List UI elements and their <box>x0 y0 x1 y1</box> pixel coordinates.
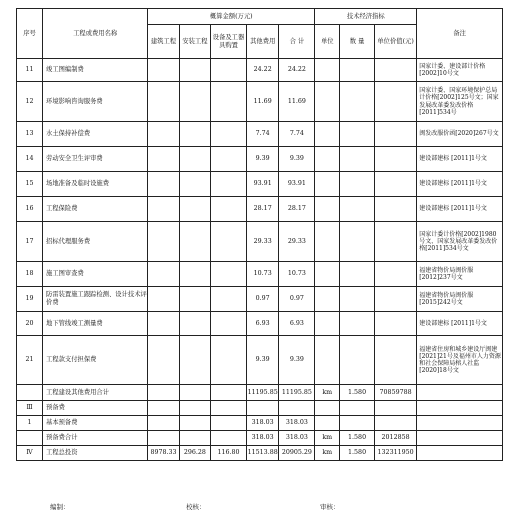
cell-equipment <box>211 147 247 172</box>
table-row <box>17 147 503 172</box>
cell-unit-value <box>374 122 416 147</box>
cell-unit <box>315 287 340 312</box>
cell-qty <box>340 401 375 416</box>
cell-total: 7.74 <box>279 122 315 147</box>
cell-total: 28.17 <box>279 197 315 222</box>
cell-equipment <box>211 312 247 336</box>
cell-unit-value <box>374 416 416 431</box>
table-row <box>17 446 503 461</box>
header-name: 工程或费用名称 <box>43 9 148 59</box>
cell-construction <box>148 222 179 262</box>
cell-other: 318.03 <box>246 416 279 431</box>
table-row <box>17 416 503 431</box>
cell-construction <box>148 82 179 122</box>
cell-seq: 16 <box>17 197 43 222</box>
cell-name: 场地准备及临时设施费 <box>43 172 148 197</box>
cell-unit <box>315 312 340 336</box>
cell-unit <box>315 197 340 222</box>
header-estimate: 概算金额(万元) <box>148 9 315 25</box>
cell-unit-value <box>374 197 416 222</box>
cell-seq: 19 <box>17 287 43 312</box>
cell-install <box>179 82 210 122</box>
table-row <box>17 385 503 401</box>
cell-unit-value <box>374 401 416 416</box>
cell-other: 29.33 <box>246 222 279 262</box>
cell-total: 9.39 <box>279 147 315 172</box>
cell-equipment <box>211 262 247 287</box>
cell-total: 318.03 <box>279 416 315 431</box>
cell-qty: 1.580 <box>340 385 375 401</box>
cell-install <box>179 122 210 147</box>
cell-seq <box>17 385 43 401</box>
cell-remark: 建设部建标 [2011]1号文 <box>417 197 503 222</box>
cell-qty: 1.580 <box>340 446 375 461</box>
cell-seq: 18 <box>17 262 43 287</box>
cell-other: 0.97 <box>246 287 279 312</box>
cell-install <box>179 262 210 287</box>
cell-total: 318.03 <box>279 431 315 446</box>
cell-other: 7.74 <box>246 122 279 147</box>
cell-unit: km <box>315 385 340 401</box>
cell-construction <box>148 59 179 82</box>
cell-total: 11.69 <box>279 82 315 122</box>
cell-qty <box>340 336 375 385</box>
cell-total <box>279 401 315 416</box>
cell-equipment <box>211 401 247 416</box>
cell-qty: 1.580 <box>340 431 375 446</box>
cell-remark: 闽发改服价函[2020]267号文 <box>417 122 503 147</box>
cell-equipment: 116.80 <box>211 446 247 461</box>
checker-label: 校核： <box>186 503 206 511</box>
cell-unit <box>315 59 340 82</box>
cell-install <box>179 147 210 172</box>
cell-equipment <box>211 416 247 431</box>
cell-unit-value <box>374 312 416 336</box>
cell-construction <box>148 262 179 287</box>
cell-unit: km <box>315 446 340 461</box>
cell-unit <box>315 172 340 197</box>
header-remark: 备注 <box>417 9 503 59</box>
cell-install <box>179 401 210 416</box>
cell-total: 93.91 <box>279 172 315 197</box>
cell-qty <box>340 197 375 222</box>
cell-equipment <box>211 82 247 122</box>
cell-name: 防雷装置施工跟踪检测、设计技术评价费 <box>43 287 148 312</box>
cell-unit <box>315 416 340 431</box>
cell-unit-value <box>374 59 416 82</box>
table-body <box>17 59 503 461</box>
cell-construction <box>148 172 179 197</box>
cell-qty <box>340 262 375 287</box>
cell-install <box>179 416 210 431</box>
cell-other <box>246 401 279 416</box>
cell-total: 24.22 <box>279 59 315 82</box>
cell-remark: 福建省物价局闽价服[2012]237号文 <box>417 262 503 287</box>
header-other-fee: 其他费用 <box>246 25 279 59</box>
cell-total: 6.93 <box>279 312 315 336</box>
cell-remark: 建设部建标 [2011]1号文 <box>417 312 503 336</box>
cell-remark <box>417 385 503 401</box>
cell-other: 9.39 <box>246 336 279 385</box>
cell-other: 10.73 <box>246 262 279 287</box>
cell-qty <box>340 416 375 431</box>
cell-install <box>179 287 210 312</box>
cell-qty <box>340 222 375 262</box>
cell-unit-value <box>374 287 416 312</box>
cell-equipment <box>211 172 247 197</box>
cell-unit <box>315 262 340 287</box>
cell-name: 施工图审查费 <box>43 262 148 287</box>
table-row <box>17 312 503 336</box>
signature-footer <box>16 502 503 514</box>
cell-construction <box>148 122 179 147</box>
cell-equipment <box>211 336 247 385</box>
compiler-label: 编制： <box>50 503 70 511</box>
cell-unit-value <box>374 222 416 262</box>
cell-name: 地下管线竣工测量费 <box>43 312 148 336</box>
cell-remark: 建设部建标 [2011]1号文 <box>417 172 503 197</box>
cell-construction <box>148 147 179 172</box>
table-row <box>17 336 503 385</box>
cell-remark <box>417 446 503 461</box>
cell-other: 318.03 <box>246 431 279 446</box>
cell-remark: 福建省住房和城乡建设厅闽建[2021]21号及福州市人力资源和社会保障局榕人社监[2020]18号文 <box>417 336 503 385</box>
cell-remark: 福建省物价局闽价服[2015]242号文 <box>417 287 503 312</box>
cell-install: 296.28 <box>179 446 210 461</box>
cell-seq: Ⅳ <box>17 446 43 461</box>
cell-other: 9.39 <box>246 147 279 172</box>
cell-construction <box>148 401 179 416</box>
cell-seq: 14 <box>17 147 43 172</box>
cell-seq: Ⅲ <box>17 401 43 416</box>
cell-unit-value: 2012858 <box>374 431 416 446</box>
cell-unit: km <box>315 431 340 446</box>
cell-equipment <box>211 431 247 446</box>
reviewer-label: 审核： <box>320 503 340 511</box>
cell-unit <box>315 122 340 147</box>
table-row <box>17 197 503 222</box>
cell-total: 20905.29 <box>279 446 315 461</box>
cell-total: 0.97 <box>279 287 315 312</box>
cell-name: 环境影响咨询服务费 <box>43 82 148 122</box>
cell-construction <box>148 287 179 312</box>
cell-qty <box>340 82 375 122</box>
cell-equipment <box>211 385 247 401</box>
table-row <box>17 122 503 147</box>
cell-unit-value <box>374 262 416 287</box>
cell-name: 预备费合计 <box>43 431 148 446</box>
table-row <box>17 82 503 122</box>
cell-construction: 8978.33 <box>148 446 179 461</box>
table-row <box>17 431 503 446</box>
cell-name: 水土保持补偿费 <box>43 122 148 147</box>
cell-other: 24.22 <box>246 59 279 82</box>
cell-unit-value <box>374 172 416 197</box>
cell-other: 11513.88 <box>246 446 279 461</box>
cell-name: 劳动安全卫生评审费 <box>43 147 148 172</box>
cell-construction <box>148 385 179 401</box>
cell-name: 竣工图编制费 <box>43 59 148 82</box>
cell-install <box>179 336 210 385</box>
cell-construction <box>148 431 179 446</box>
cell-unit <box>315 222 340 262</box>
cell-name: 预备费 <box>43 401 148 416</box>
table-row <box>17 222 503 262</box>
table-row <box>17 172 503 197</box>
cell-remark: 国家计委、国家环境保护总局计价格[2002]125号文；国家发展改革委发改价格[2011]534号 <box>417 82 503 122</box>
table-row <box>17 287 503 312</box>
cell-seq: 15 <box>17 172 43 197</box>
header-unit: 单位 <box>315 25 340 59</box>
cell-qty <box>340 172 375 197</box>
cell-total: 29.33 <box>279 222 315 262</box>
estimate-table <box>16 8 503 461</box>
cell-unit-value <box>374 336 416 385</box>
cell-unit-value <box>374 82 416 122</box>
cell-remark: 国家计委计价格[2002]1980号文、国家发展改革委发改价格[2011]534号文 <box>417 222 503 262</box>
cell-other: 6.93 <box>246 312 279 336</box>
cell-unit <box>315 336 340 385</box>
cell-seq: 1 <box>17 416 43 431</box>
cell-install <box>179 222 210 262</box>
cell-equipment <box>211 222 247 262</box>
cell-seq: 21 <box>17 336 43 385</box>
cell-qty <box>340 287 375 312</box>
cell-unit <box>315 147 340 172</box>
cell-total: 10.73 <box>279 262 315 287</box>
header-unit-value: 单位价值(元) <box>374 25 416 59</box>
header-install: 安装工程 <box>179 25 210 59</box>
cell-other: 28.17 <box>246 197 279 222</box>
header-tech-index: 技术经济指标 <box>315 9 417 25</box>
estimate-sheet <box>16 8 503 511</box>
cell-unit <box>315 82 340 122</box>
cell-seq: 17 <box>17 222 43 262</box>
cell-qty <box>340 59 375 82</box>
cell-remark <box>417 401 503 416</box>
cell-equipment <box>211 122 247 147</box>
cell-total: 11195.85 <box>279 385 315 401</box>
cell-qty <box>340 147 375 172</box>
header-qty: 数 量 <box>340 25 375 59</box>
cell-install <box>179 385 210 401</box>
cell-seq: 20 <box>17 312 43 336</box>
cell-seq: 13 <box>17 122 43 147</box>
cell-equipment <box>211 197 247 222</box>
table-row <box>17 401 503 416</box>
cell-remark <box>417 431 503 446</box>
cell-qty <box>340 122 375 147</box>
cell-unit-value <box>374 147 416 172</box>
cell-remark: 建设部建标 [2011]1号文 <box>417 147 503 172</box>
header-total: 合 计 <box>279 25 315 59</box>
cell-qty <box>340 312 375 336</box>
cell-name: 工程总投资 <box>43 446 148 461</box>
header-seq: 序号 <box>17 9 43 59</box>
cell-construction <box>148 312 179 336</box>
cell-name: 工程款支付担保费 <box>43 336 148 385</box>
cell-unit <box>315 401 340 416</box>
cell-other: 11.69 <box>246 82 279 122</box>
table-row <box>17 262 503 287</box>
cell-seq: 11 <box>17 59 43 82</box>
cell-construction <box>148 197 179 222</box>
cell-construction <box>148 336 179 385</box>
cell-other: 93.91 <box>246 172 279 197</box>
cell-name: 工程保险费 <box>43 197 148 222</box>
header-equipment: 设备及工器具购置 <box>211 25 247 59</box>
cell-seq <box>17 431 43 446</box>
cell-unit-value: 132311950 <box>374 446 416 461</box>
cell-install <box>179 312 210 336</box>
cell-other: 11195.85 <box>246 385 279 401</box>
header-construction: 建筑工程 <box>148 25 179 59</box>
cell-seq: 12 <box>17 82 43 122</box>
cell-construction <box>148 416 179 431</box>
cell-equipment <box>211 287 247 312</box>
table-row <box>17 59 503 82</box>
cell-equipment <box>211 59 247 82</box>
cell-total: 9.39 <box>279 336 315 385</box>
cell-install <box>179 172 210 197</box>
cell-unit-value: 70859788 <box>374 385 416 401</box>
cell-name: 工程建设其他费用合计 <box>43 385 148 401</box>
cell-install <box>179 431 210 446</box>
cell-name: 招标代理服务费 <box>43 222 148 262</box>
cell-install <box>179 197 210 222</box>
cell-install <box>179 59 210 82</box>
cell-name: 基本预备费 <box>43 416 148 431</box>
cell-remark: 国家计委、建设部计价格[2002]10号文 <box>417 59 503 82</box>
cell-remark <box>417 416 503 431</box>
